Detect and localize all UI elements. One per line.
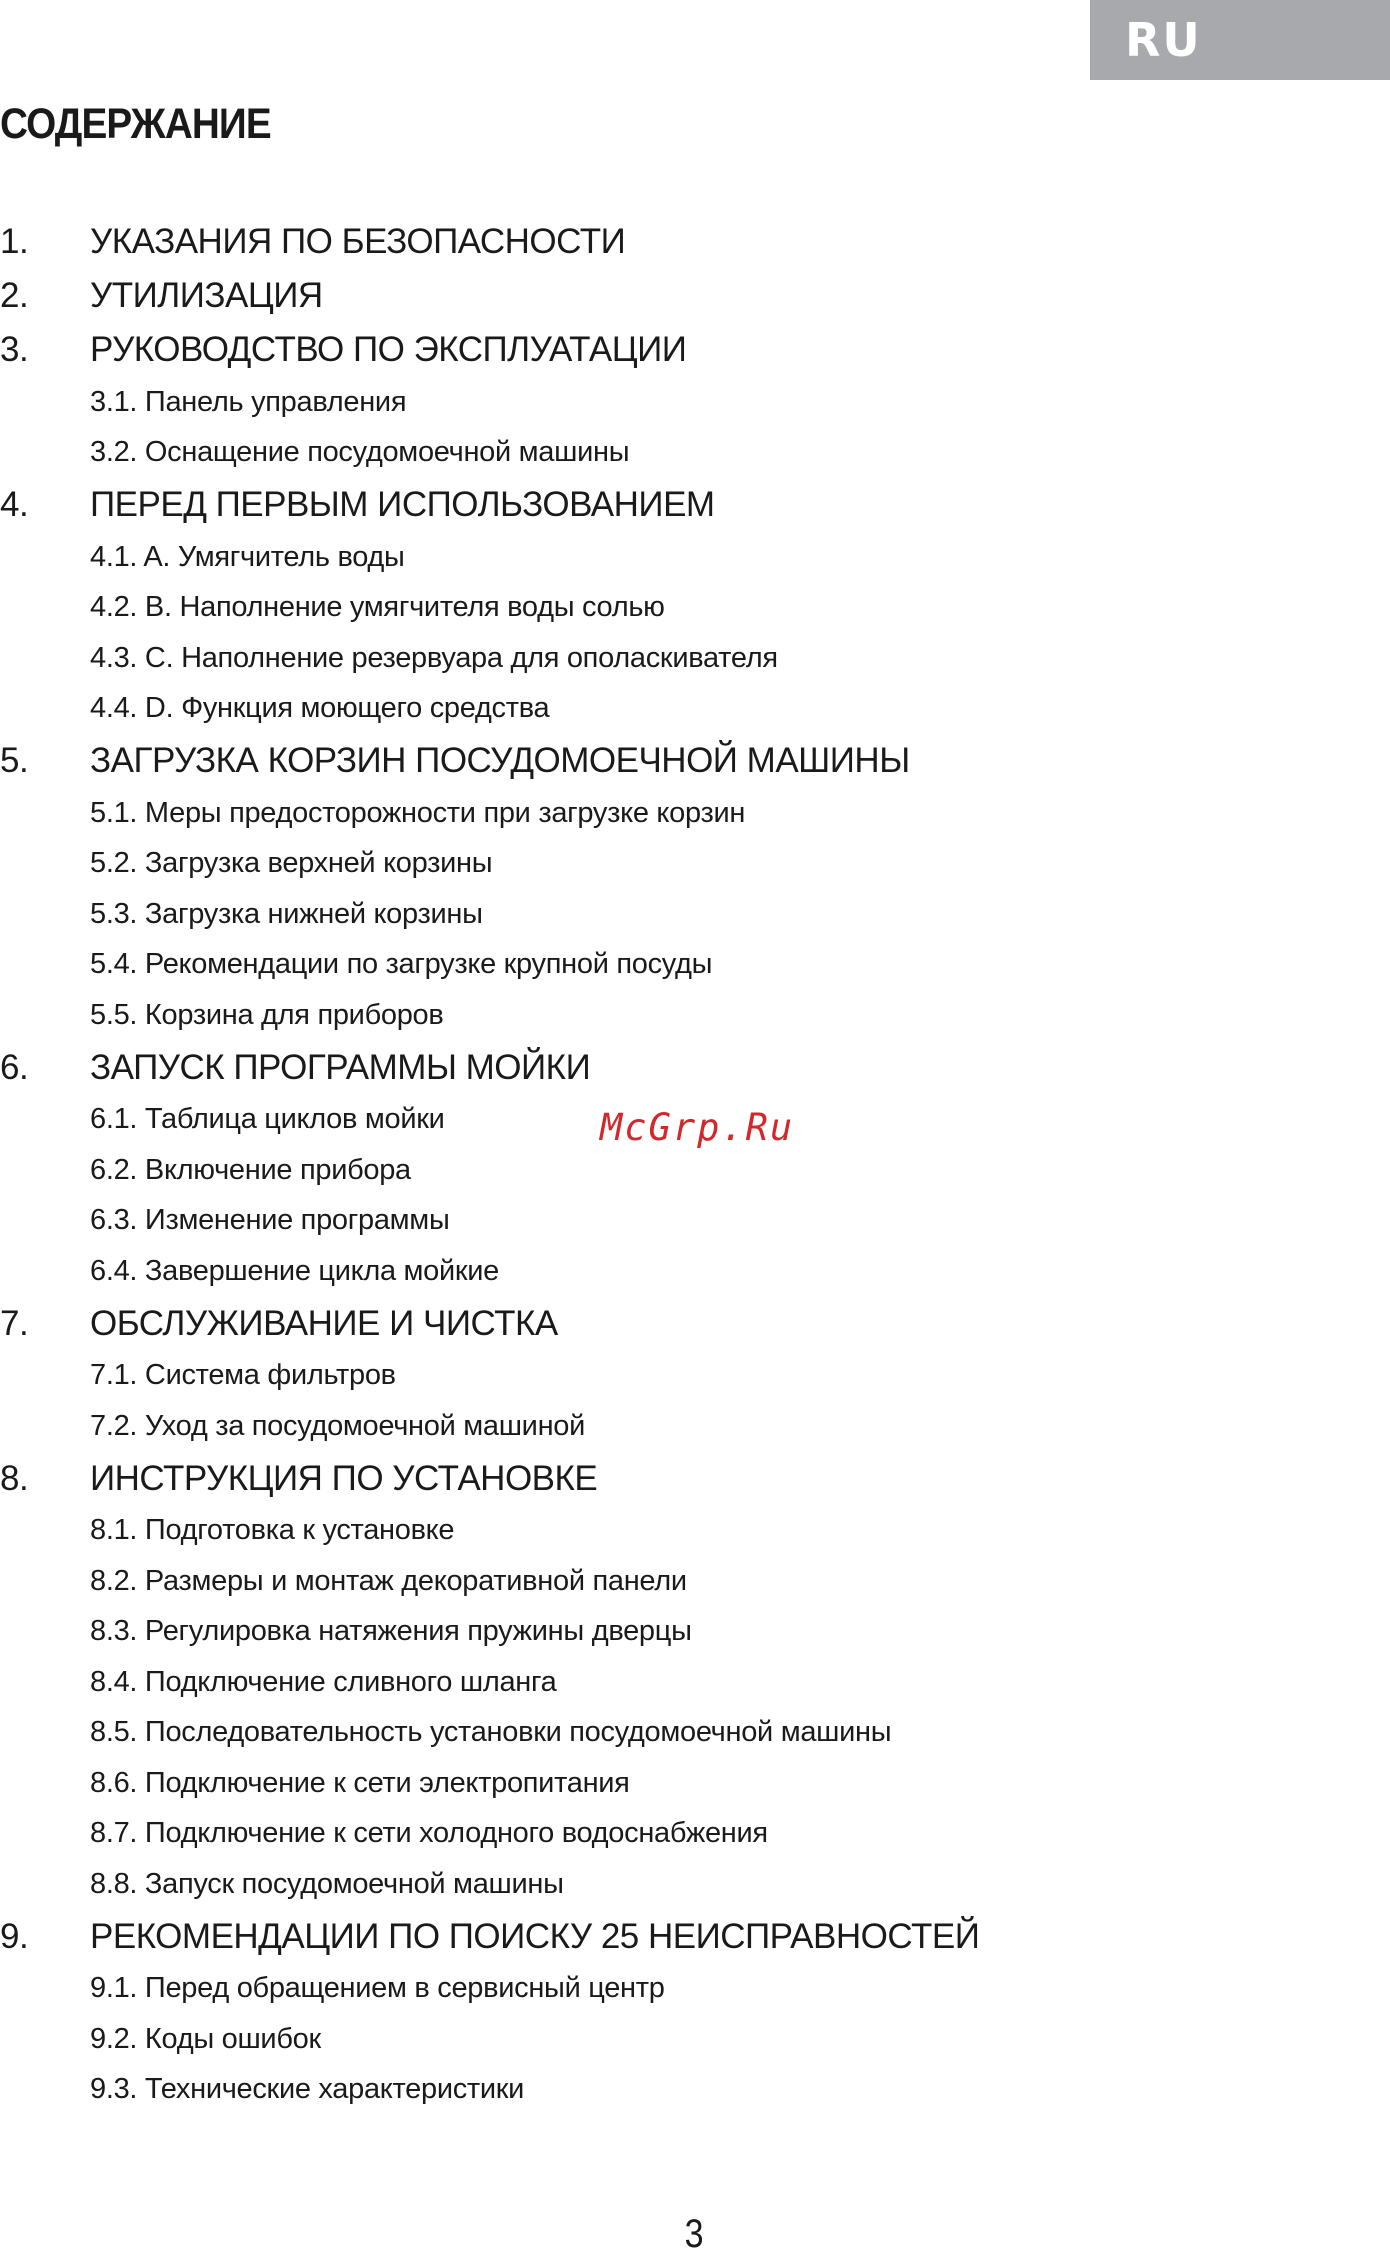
toc-section: [0, 1041, 1000, 1297]
toc-subsection: 8.1. Подготовка к установке: [90, 1514, 455, 1547]
toc-subsection: 8.7. Подключение к сети холодного водоснабжения: [90, 1817, 768, 1850]
toc-section: [0, 323, 1000, 478]
toc-section: [0, 269, 1000, 323]
toc-subsection: 8.2. Размеры и монтаж декоративной панели: [90, 1564, 687, 1597]
toc-section-title: РЕКОМЕНДАЦИИ ПО ПОИСКУ 25 НЕИСПРАВНОСТЕЙ: [90, 1916, 980, 1956]
toc-section-row: [0, 734, 1000, 788]
toc-section-row: [0, 1910, 1000, 1964]
toc-subsection: 6.2. Включение прибора: [90, 1153, 411, 1186]
toc-section: [0, 1297, 1000, 1452]
toc-section-number: 6.: [0, 1047, 29, 1087]
table-of-contents: [0, 215, 1000, 2115]
toc-section-row: [0, 1041, 1000, 1095]
toc-section: [0, 215, 1000, 269]
toc-section: [0, 1452, 1000, 1910]
toc-subsection: 9.2. Коды ошибок: [90, 2022, 321, 2055]
toc-subsection: 5.2. Загрузка верхней корзины: [90, 847, 493, 880]
toc-subsection: 9.1. Перед обращением в сервисный центр: [90, 1972, 665, 2005]
toc-section-title: ЗАГРУЗКА КОРЗИН ПОСУДОМОЕЧНОЙ МАШИНЫ: [90, 741, 910, 780]
toc-section-title: УТИЛИЗАЦИЯ: [90, 276, 323, 315]
toc-subsection: 8.8. Запуск посудомоечной машины: [90, 1867, 564, 1900]
toc-section-row: [0, 269, 1000, 323]
toc-section: [0, 478, 1000, 734]
toc-subsection: 7.2. Уход за посудомоечной машиной: [90, 1409, 586, 1442]
toc-section-number: 4.: [0, 485, 29, 524]
toc-section-number: 1.: [0, 222, 29, 261]
toc-section-row: [0, 1297, 1000, 1351]
toc-subsection: 8.3. Регулировка натяжения пружины дверцы: [90, 1615, 692, 1648]
toc-section-title: ИНСТРУКЦИЯ ПО УСТАНОВКЕ: [90, 1458, 598, 1498]
toc-section-row: [0, 323, 1000, 377]
toc-subsection: 3.1. Панель управления: [90, 385, 407, 418]
toc-subsection: 6.1. Таблица циклов мойки: [90, 1103, 445, 1136]
page-number: 3: [684, 2212, 704, 2256]
toc-subsection: 5.3. Загрузка нижней корзины: [90, 897, 483, 930]
toc-section-number: 9.: [0, 1916, 29, 1956]
toc-subsection: 8.6. Подключение к сети электропитания: [90, 1766, 630, 1799]
toc-section: [0, 1910, 1000, 2116]
toc-subsection: 8.4. Подключение сливного шланга: [90, 1665, 557, 1698]
toc-subsection: 5.5. Корзина для приборов: [90, 998, 444, 1031]
toc-subsection: 5.4. Рекомендации по загрузке крупной посуды: [90, 948, 713, 981]
watermark: McGrp.Ru: [600, 1106, 795, 1149]
toc-section-title: ЗАПУСК ПРОГРАММЫ МОЙКИ: [90, 1047, 591, 1087]
toc-section-number: 7.: [0, 1303, 29, 1343]
toc-section-row: [0, 215, 1000, 269]
toc-section-title: РУКОВОДСТВО ПО ЭКСПЛУАТАЦИИ: [90, 330, 687, 369]
toc-subsection: 4.3. C. Наполнение резервуара для ополаскивателя: [90, 641, 778, 674]
toc-section-row: [0, 1452, 1000, 1506]
toc-section-title: УКАЗАНИЯ ПО БЕЗОПАСНОСТИ: [90, 222, 626, 261]
toc-section-row: [0, 478, 1000, 532]
toc-subsection: 4.1. A. Умягчитель воды: [90, 540, 405, 573]
toc-section-title: ОБСЛУЖИВАНИЕ И ЧИСТКА: [90, 1303, 558, 1343]
toc-section-number: 5.: [0, 741, 29, 780]
toc-subsection: 6.4. Завершение цикла мойкие: [90, 1254, 500, 1287]
toc-section-number: 3.: [0, 330, 29, 369]
toc-subsection: 6.3. Изменение программы: [90, 1204, 450, 1237]
toc-section-title: ПЕРЕД ПЕРВЫМ ИСПОЛЬЗОВАНИЕМ: [90, 485, 715, 524]
toc-section: [0, 734, 1000, 1041]
toc-subsection: 9.3. Технические характеристики: [90, 2073, 525, 2106]
toc-subsection: 5.1. Меры предосторожности при загрузке корзин: [90, 796, 746, 829]
toc-section-number: 2.: [0, 276, 29, 315]
toc-subsection: 4.2. B. Наполнение умягчителя воды солью: [90, 591, 665, 624]
toc-section-number: 8.: [0, 1458, 29, 1498]
toc-subsection: 7.1. Система фильтров: [90, 1359, 396, 1392]
page-title: СОДЕРЖАНИЕ: [0, 100, 271, 148]
toc-subsection: 4.4. D. Функция моющего средства: [90, 692, 550, 725]
toc-subsection: 3.2. Оснащение посудомоечной машины: [90, 436, 630, 469]
toc-subsection: 8.5. Последовательность установки посудомоечной машины: [90, 1716, 892, 1749]
language-tab: RU: [1090, 0, 1390, 80]
